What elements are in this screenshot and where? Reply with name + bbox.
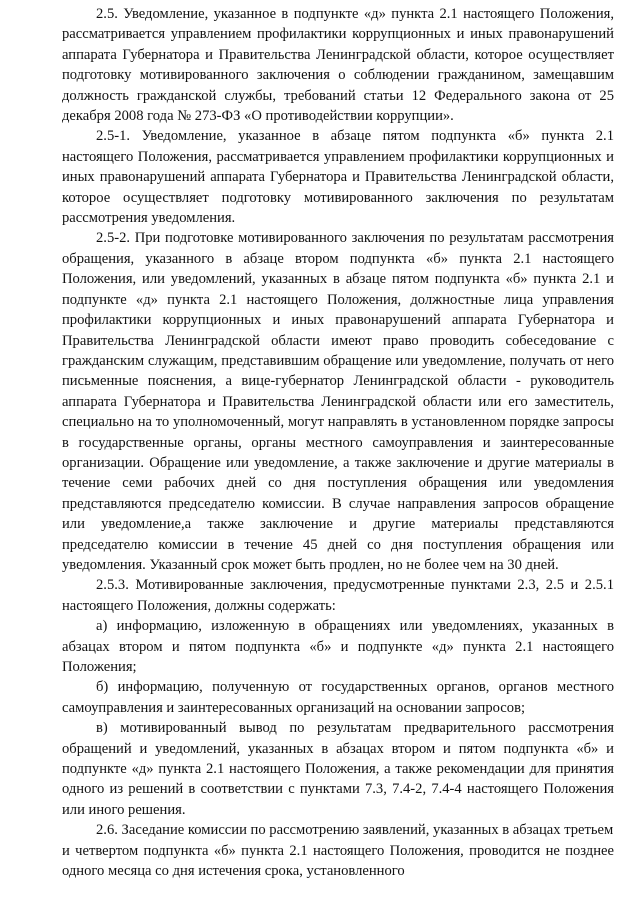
- paragraph-2-5-3: 2.5.3. Мотивированные заключения, предусмотренные пунктами 2.3, 2.5 и 2.5.1 настоящего Положения, должны содержать:: [62, 577, 614, 614]
- paragraph-2-5-1: 2.5-1. Уведомление, указанное в абзаце пятом подпункта «б» пункта 2.1 настоящего Положения, рассматривается управлением профилактики коррупционных и иных правонарушений аппарата Губернатора и Правительства Ленинградской области, которое осуществляет подготовку мотивированного заключения по результатам рассмотрения уведомления.: [62, 128, 614, 227]
- list-item-b: б) информацию, полученную от государственных органов, органов местного самоуправления и заинтересованных организаций на основании запросов;: [62, 679, 614, 716]
- list-item-a: а) информацию, изложенную в обращениях или уведомлениях, указанных в абзацах втором и пятом подпункта «б» и подпункте «д» пункта 2.1 настоящего Положения;: [62, 618, 614, 675]
- paragraph-2-5-2: 2.5-2. При подготовке мотивированного заключения по результатам рассмотрения обращения, указанного в абзаце втором подпункта «б» пункта 2.1 настоящего Положения, или уведомлений, указанных в абзаце пятом подпункта «б» пункта 2.1 и подпункте «д» пункта 2.1 настоящего Положения, должностные лица управления профилактики коррупционных и иных правонарушений аппарата Губернатора и Правительства Ленинградской области имеют право проводить собеседование с гражданским служащим, представившим обращение или уведомление, получать от него письменные пояснения, а вице-губернатор Ленинградской области - руководитель аппарата Губернатора и Правительства Ленинградской области или его заместитель, специально на то уполномоченный, могут направлять в установленном порядке запросы в государственные органы, органы местного самоуправления и заинтересованные организации. Обращение или уведомление, а также заключение и другие материалы в течение семи рабочих дней со дня поступления обращения или уведомления представляются председателю комиссии. В случае направления запросов обращение или уведомление,а также заключение и другие материалы представляются председателю комиссии в течение 45 дней со дня поступления обращения или уведомления. Указанный срок может быть продлен, но не более чем на 30 дней.: [62, 230, 614, 573]
- paragraph-2-6: 2.6. Заседание комиссии по рассмотрению заявлений, указанных в абзацах третьем: [96, 822, 614, 839]
- list-item-v: в) мотивированный вывод по результатам предварительного рассмотрения обращений и уведомлений, указанных в абзацах втором и пятом подпункта «б» и подпункте «д» пункта 2.1 настоящего Положения, а также рекомендации для принятия одного из решений в соответствии с пунктами 7.3, 7.4-2, 7.4-4 настоящего Положения или иного решения.: [62, 720, 614, 818]
- document-page: [62, 0, 614, 905]
- paragraph-2-6-continuation: и четвертом подпункта «б» пункта 2.1 настоящего Положения, проводится не позднее одного месяца со дня истечения срока, установленного: [62, 842, 614, 880]
- paragraph-2-5: 2.5. Уведомление, указанное в подпункте «д» пункта 2.1 настоящего Положения, рассматривается управлением профилактики коррупционных и иных правонарушений аппарата Губернатора и Правительства Ленинградской области, которое осуществляет подготовку мотивированного заключения о соблюдении гражданином, замещавшим должность гражданской службы, требований статьи 12 Федерального закона от 25 декабря 2008 года № 273-ФЗ «О противодействии коррупции».: [62, 6, 614, 125]
